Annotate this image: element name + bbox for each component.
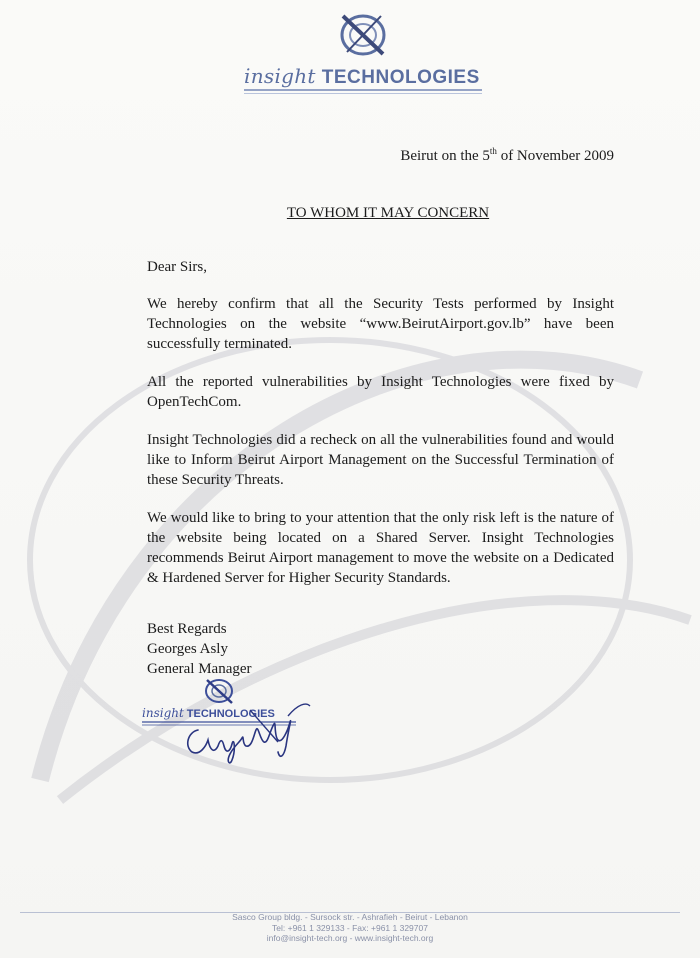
date-suffix: of November 2009 <box>496 148 614 164</box>
company-logo-text <box>244 64 480 89</box>
handwritten-signature <box>170 690 320 770</box>
stamp-script-text: insight <box>142 706 184 720</box>
paragraph-3: Insight Technologies did a recheck on all the vulnerabilities found and would like to Inform Beirut Airport Management on the Successful Termination of these Security Threats. <box>147 432 614 488</box>
date-prefix: Beirut on the 5 <box>400 148 490 164</box>
paragraph-2: All the reported vulnerabilities by Insight Technologies were fixed by OpenTechCom. <box>147 374 614 410</box>
footer-phone: Tel: +961 1 329133 - Fax: +961 1 329707 <box>272 922 428 933</box>
signer-name: Georges Asly <box>147 641 228 657</box>
letterhead <box>240 6 490 106</box>
stamp-caps-text: TECHNOLOGIES <box>186 708 275 720</box>
letter-body <box>147 257 614 606</box>
date-ordinal: th <box>489 146 497 156</box>
logo-caps-text: TECHNOLOGIES <box>321 67 480 88</box>
footer-address: Sasco Group bldg. - Sursock str. - Ashrafieh - Beirut - Lebanon <box>232 912 468 922</box>
paragraph-4: We would like to bring to your attention that the only risk left is the nature of the website being located on a Shared Server. Insight Technologies recommends Beirut Airport management to move the website on a Dedicated & Hardened Server for Higher Security Standards. <box>147 510 614 586</box>
letter-subject: TO WHOM IT MAY CONCERN <box>286 205 490 221</box>
logo-underline-thin <box>244 93 482 94</box>
salutation: Dear Sirs, <box>147 259 207 275</box>
signer-title: General Manager <box>147 661 252 677</box>
footer-contact: info@insight-tech.org - www.insight-tech.org <box>266 933 434 943</box>
paragraph-1: We hereby confirm that all the Security Tests performed by Insight Technologies on the website “www.BeirutAirport.gov.lb” have been successfully terminated. <box>147 296 614 352</box>
letter-closing <box>147 619 252 679</box>
letter-footer <box>0 912 700 944</box>
logo-underline <box>244 89 482 91</box>
company-logo-icon <box>335 8 391 60</box>
logo-script-text: insight <box>244 64 316 88</box>
closing-regards: Best Regards <box>147 621 227 637</box>
letter-date <box>400 146 614 165</box>
